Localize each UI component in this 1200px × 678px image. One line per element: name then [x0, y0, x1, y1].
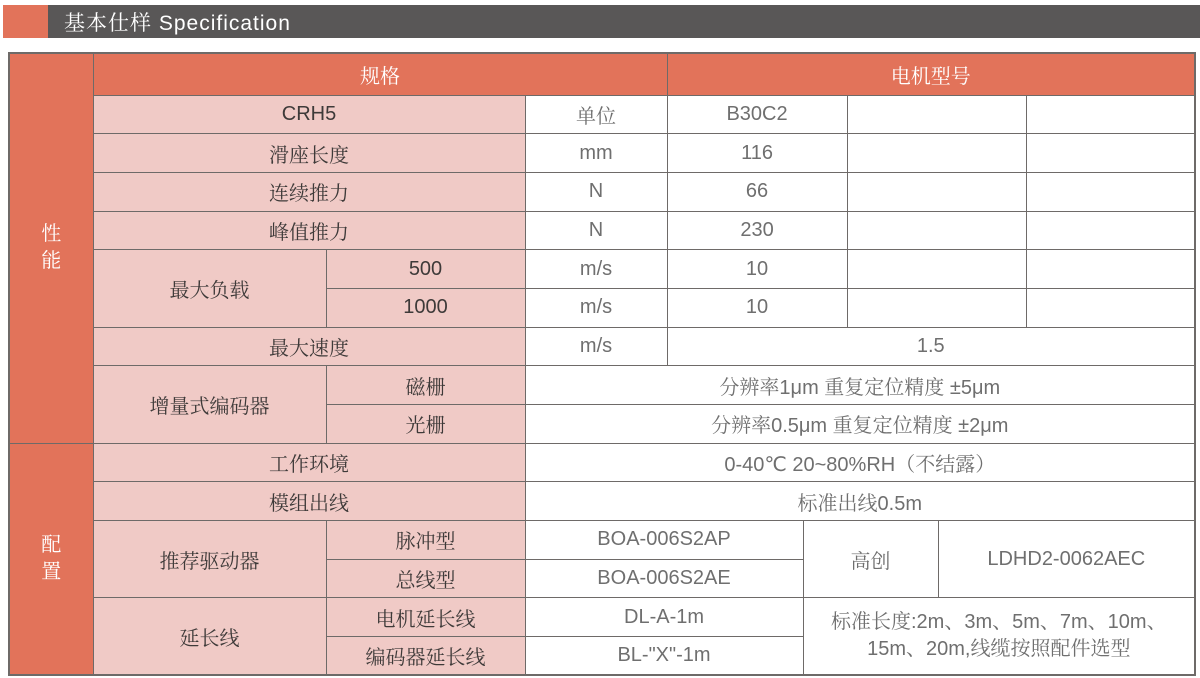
title-accent-square [3, 5, 48, 38]
row-cont-thrust-unit: N [525, 172, 667, 211]
row-environment-label: 工作环境 [93, 443, 525, 482]
empty-cell [1026, 172, 1195, 211]
row-encoder-value1: 分辨率1μm 重复定位精度 ±5μm [525, 366, 1195, 405]
row-model-unit: 单位 [525, 95, 667, 134]
empty-cell [847, 288, 1026, 327]
empty-cell [1026, 211, 1195, 250]
empty-cell [847, 134, 1026, 173]
row-cable-out-label: 模组出线 [93, 482, 525, 521]
row-extension-sub2: 编码器延长线 [326, 637, 525, 676]
row-driver-sub2: 总线型 [326, 559, 525, 598]
row-max-load-sub1: 500 [326, 250, 525, 289]
row-cont-thrust-label: 连续推力 [93, 172, 525, 211]
row-driver-label: 推荐驱动器 [93, 521, 326, 598]
empty-cell [847, 211, 1026, 250]
row-extension-note: 标准长度:2m、3m、5m、7m、10m、15m、20m,线缆按照配件选型 [803, 598, 1195, 675]
section-performance-label: 性能 [41, 223, 62, 273]
empty-cell [847, 250, 1026, 289]
empty-cell [1026, 134, 1195, 173]
row-driver-brand: 高创 [803, 521, 938, 598]
row-max-speed-unit: m/s [525, 327, 667, 366]
row-model-label: CRH5 [93, 95, 525, 134]
row-cable-out-value: 标准出线0.5m [525, 482, 1195, 521]
empty-cell [1026, 288, 1195, 327]
row-slide-length-label: 滑座长度 [93, 134, 525, 173]
row-cont-thrust-value: 66 [667, 172, 847, 211]
row-slide-length-unit: mm [525, 134, 667, 173]
empty-cell [847, 95, 1026, 134]
row-max-speed-value: 1.5 [667, 327, 1195, 366]
row-peak-thrust-label: 峰值推力 [93, 211, 525, 250]
section-performance [9, 53, 93, 443]
column-header-motor-model: 电机型号 [667, 53, 1195, 95]
row-slide-length-value: 116 [667, 134, 847, 173]
row-max-speed-label: 最大速度 [93, 327, 525, 366]
row-max-load-value2: 10 [667, 288, 847, 327]
page-title: 基本仕样 Specification [64, 11, 291, 35]
section-config-label: 配置 [41, 534, 62, 583]
row-max-load-value1: 10 [667, 250, 847, 289]
section-config [9, 443, 93, 675]
row-extension-value2: BL-"X"-1m [525, 637, 803, 676]
empty-cell [847, 172, 1026, 211]
row-extension-value1: DL-A-1m [525, 598, 803, 637]
row-peak-thrust-unit: N [525, 211, 667, 250]
row-extension-sub1: 电机延长线 [326, 598, 525, 637]
title-row [3, 5, 1200, 38]
row-encoder-value2: 分辨率0.5μm 重复定位精度 ±2μm [525, 405, 1195, 444]
empty-cell [1026, 95, 1195, 134]
row-encoder-sub1: 磁栅 [326, 366, 525, 405]
empty-cell [1026, 250, 1195, 289]
row-environment-value: 0-40℃ 20~80%RH（不结露） [525, 443, 1195, 482]
section-title-bar [48, 5, 1200, 38]
row-encoder-sub2: 光栅 [326, 405, 525, 444]
row-max-load-unit2: m/s [525, 288, 667, 327]
row-driver-value1: BOA-006S2AP [525, 521, 803, 560]
row-driver-sub1: 脉冲型 [326, 521, 525, 560]
row-max-load-sub2: 1000 [326, 288, 525, 327]
row-driver-value2: BOA-006S2AE [525, 559, 803, 598]
specification-table [8, 52, 1196, 676]
row-max-load-unit1: m/s [525, 250, 667, 289]
column-header-spec: 规格 [93, 53, 667, 95]
row-extension-label: 延长线 [93, 598, 326, 675]
row-encoder-label: 增量式编码器 [93, 366, 326, 443]
row-max-load-label: 最大负载 [93, 250, 326, 327]
row-model-value: B30C2 [667, 95, 847, 134]
row-driver-model: LDHD2-0062AEC [938, 521, 1195, 598]
row-peak-thrust-value: 230 [667, 211, 847, 250]
